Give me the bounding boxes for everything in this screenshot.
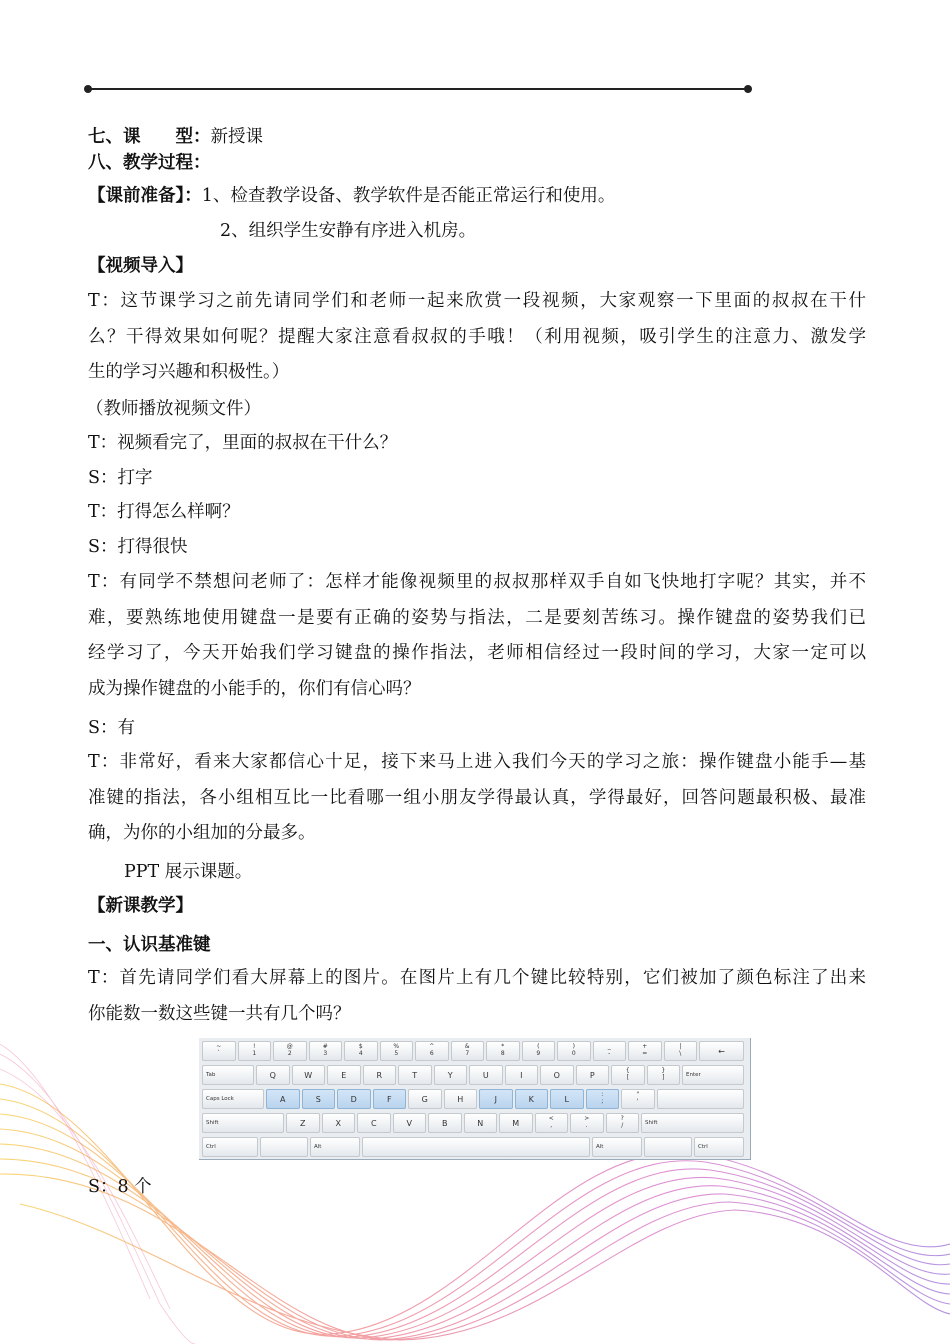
keyboard-key-punct: : ; xyxy=(586,1089,620,1109)
keyboard-key-R: R xyxy=(363,1065,397,1085)
keyboard-key-T: T xyxy=(398,1065,432,1085)
lesson-type-label: 七、课 型： xyxy=(88,127,211,147)
keyboard-key-V: V xyxy=(393,1113,427,1133)
keyboard-key-B: B xyxy=(428,1113,462,1133)
section-1-heading: 一、认识基准键 xyxy=(88,935,211,955)
keyboard-key-F: F xyxy=(373,1089,407,1109)
paragraph-line: T：首先请同学们看大屏幕上的图片。在图片上有几个键比较特别，它们被加了颜色标注了出来 xyxy=(88,968,866,988)
keyboard-key-ctrl-right: Ctrl xyxy=(694,1137,744,1157)
keyboard-key-=: + = xyxy=(628,1041,662,1061)
keyboard-key-J: J xyxy=(479,1089,513,1109)
paragraph-line: 难，要熟练地使用键盘一是要有正确的姿势与指法，二是要刻苦练习。操作键盘的姿势我们已 xyxy=(88,607,866,628)
keyboard-key-win xyxy=(260,1137,308,1157)
keyboard-key-S: S xyxy=(302,1089,336,1109)
keyboard-key-6: ^ 6 xyxy=(415,1041,449,1061)
lesson-type-value: 新授课 xyxy=(210,127,263,147)
keyboard-key-shift-left: Shift xyxy=(202,1113,284,1133)
header-rule-right-dot xyxy=(744,85,752,93)
keyboard-key-W: W xyxy=(292,1065,326,1085)
keyboard-key-backspace: ← xyxy=(699,1041,744,1061)
paragraph-line: T：这节课学习之前先请同学们和老师一起来欣赏一段视频，大家观察一下里面的叔叔在干什 xyxy=(88,291,866,311)
keyboard-key-A: A xyxy=(266,1089,300,1109)
teacher-note: （教师播放视频文件） xyxy=(86,399,261,419)
teacher-line-2: T：视频看完了，里面的叔叔在干什么？ xyxy=(88,433,398,453)
keyboard-key-C: C xyxy=(357,1113,391,1133)
paragraph-line: 经学习了，今天开始我们学习键盘的操作指法，老师相信经过一段时间的学习，大家一定可以 xyxy=(88,643,866,663)
keyboard-key-N: N xyxy=(464,1113,498,1133)
keyboard-key-K: K xyxy=(515,1089,549,1109)
student-line-1: S：打字 xyxy=(88,468,153,488)
keyboard-key-Z: Z xyxy=(286,1113,320,1133)
keyboard-key-0: ) 0 xyxy=(557,1041,591,1061)
keyboard-key-9: ( 9 xyxy=(522,1041,556,1061)
keyboard-key-P: P xyxy=(576,1065,610,1085)
keyboard-key-X: X xyxy=(322,1113,356,1133)
student-line-3: S：有 xyxy=(88,718,135,738)
keyboard-key-`: ~ ` xyxy=(202,1041,236,1061)
keyboard-key-D: D xyxy=(337,1089,371,1109)
teacher-line-3: T：打得怎么样啊？ xyxy=(88,502,240,522)
keyboard-key-7: & 7 xyxy=(451,1041,485,1061)
paragraph-line: T：有同学不禁想问老师了：怎样才能像视频里的叔叔那样双手自如飞快地打字呢？其实，并不 xyxy=(88,572,866,592)
keyboard-key-L: L xyxy=(550,1089,584,1109)
keyboard-key-punct: < , xyxy=(535,1113,569,1133)
teacher-paragraph-4 xyxy=(88,565,866,707)
keyboard-key-5: % 5 xyxy=(380,1041,414,1061)
keyboard-key-\: | \ xyxy=(664,1041,698,1061)
keyboard-key-bracket: { [ xyxy=(611,1065,645,1085)
paragraph-line: 确，为你的小组加的分最多。 xyxy=(88,823,316,843)
keyboard-key-space xyxy=(362,1137,590,1157)
keyboard-key-2: @ 2 xyxy=(273,1041,307,1061)
keyboard-key-E: E xyxy=(327,1065,361,1085)
ppt-note: PPT 展示课题。 xyxy=(124,862,253,882)
keyboard-key-punct: ? / xyxy=(606,1113,640,1133)
paragraph-line: 你能数一数这些键一共有几个吗？ xyxy=(88,1003,351,1024)
keyboard-key-punct: " ' xyxy=(621,1089,655,1109)
keyboard-key-enter: Enter xyxy=(682,1065,744,1085)
keyboard-key-U: U xyxy=(469,1065,503,1085)
keyboard-key-I: I xyxy=(505,1065,539,1085)
keyboard-key-bracket: } ] xyxy=(647,1065,681,1085)
keyboard-key-tab: Tab xyxy=(202,1065,254,1085)
prep-label: 【课前准备】： xyxy=(88,186,202,206)
student-line-4: S：8 个 xyxy=(88,1177,152,1197)
keyboard-key-punct: > . xyxy=(570,1113,604,1133)
keyboard-key-alt-left: Alt xyxy=(310,1137,360,1157)
keyboard-image xyxy=(199,1038,751,1160)
paragraph-line: 生的学习兴趣和积极性。） xyxy=(88,362,290,382)
keyboard-key-H: H xyxy=(444,1089,478,1109)
keyboard-key-M: M xyxy=(499,1113,533,1133)
keyboard-key-enter-lower xyxy=(657,1089,745,1109)
keyboard-key-3: # 3 xyxy=(309,1041,343,1061)
paragraph-line: 么？干得效果如何呢？提醒大家注意看叔叔的手哦！（利用视频，吸引学生的注意力、激发学 xyxy=(88,326,866,347)
paragraph-line: 准键的指法，各小组相互比一比看哪一组小朋友学得最认真，学得最好，回答问题最积极、最准 xyxy=(88,787,866,808)
keyboard-key-Q: Q xyxy=(256,1065,290,1085)
keyboard-key-8: * 8 xyxy=(486,1041,520,1061)
paragraph-line: 成为操作键盘的小能手的，你们有信心吗？ xyxy=(88,678,421,699)
prep-item-2: 2、组织学生安静有序进入机房。 xyxy=(220,221,477,241)
prep-line-1 xyxy=(88,184,615,208)
keyboard-key-1: ! 1 xyxy=(238,1041,272,1061)
teaching-process-heading: 八、教学过程： xyxy=(88,153,211,173)
lesson-type-line xyxy=(88,125,263,149)
keyboard-key-menu xyxy=(644,1137,692,1157)
keyboard-key-ctrl-left: Ctrl xyxy=(202,1137,258,1157)
student-line-2: S：打得很快 xyxy=(88,537,188,557)
header-rule xyxy=(88,88,748,90)
new-lesson-title: 【新课教学】 xyxy=(88,896,193,916)
keyboard-key-caps-lock: Caps Lock xyxy=(202,1089,264,1109)
keyboard-key-alt-right: Alt xyxy=(592,1137,642,1157)
video-intro-title: 【视频导入】 xyxy=(88,256,193,276)
header-rule-left-dot xyxy=(84,85,92,93)
teacher-paragraph-5 xyxy=(88,745,866,852)
paragraph-line: T：非常好，看来大家都信心十足，接下来马上进入我们今天的学习之旅：操作键盘小能手—基 xyxy=(88,752,866,772)
teacher-paragraph-1 xyxy=(88,284,866,391)
keyboard-key--: _ - xyxy=(593,1041,627,1061)
keyboard-key-4: $ 4 xyxy=(344,1041,378,1061)
prep-item-1: 1、检查教学设备、教学软件是否能正常运行和使用。 xyxy=(201,186,616,206)
keyboard-key-Y: Y xyxy=(434,1065,468,1085)
teacher-paragraph-6 xyxy=(88,961,866,1032)
keyboard-key-O: O xyxy=(540,1065,574,1085)
keyboard-key-shift-right: Shift xyxy=(641,1113,744,1133)
keyboard-key-G: G xyxy=(408,1089,442,1109)
